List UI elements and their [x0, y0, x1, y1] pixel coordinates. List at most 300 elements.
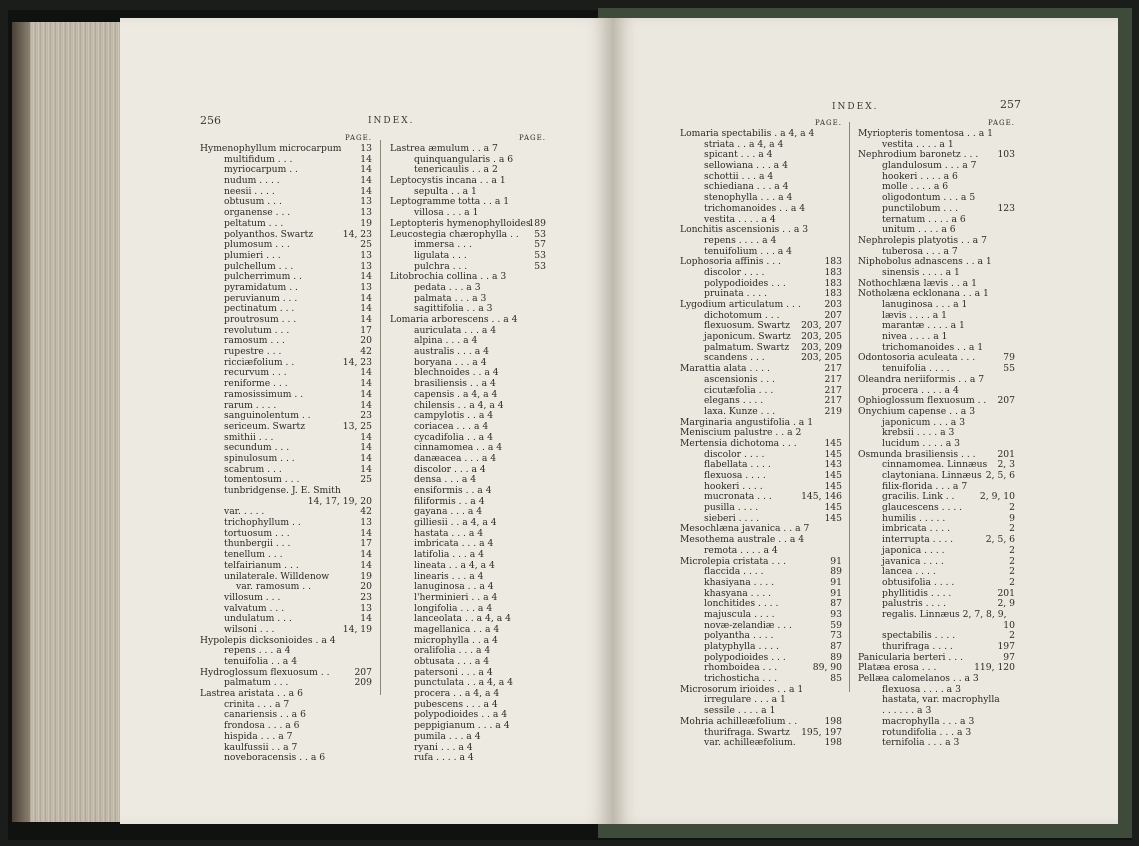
entry-page-ref: 20	[360, 581, 372, 593]
entry-term: microphylla . . a 4	[414, 634, 498, 646]
index-entry	[680, 236, 842, 247]
index-entry	[390, 732, 546, 743]
entry-term: pectinatum . . .	[224, 303, 295, 315]
entry-term: var. achilleæfolium.	[704, 737, 796, 749]
entry-page-ref: 14	[360, 388, 372, 400]
entry-term: remota . . . . a 4	[704, 544, 778, 556]
entry-term: hookeri . . . .	[704, 480, 763, 492]
index-entry	[390, 251, 546, 262]
entry-term: rupestre . . .	[224, 346, 282, 358]
entry-page-ref: 53	[534, 260, 546, 272]
entry-term: tenuifolia . . a 4	[224, 656, 298, 667]
entry-term: nivea . . . . a 1	[882, 331, 948, 343]
entry-page-ref: 14	[360, 292, 372, 304]
entry-term: thurifraga. Swartz	[704, 726, 790, 738]
entry-page-ref: 145	[824, 480, 842, 492]
entry-page-ref: 13	[360, 517, 372, 529]
entry-term: palmatum. Swartz	[704, 341, 790, 353]
entry-term: ramosissimum . .	[224, 388, 304, 400]
entry-term: myriocarpum . .	[224, 164, 298, 176]
entry-page-ref: 2	[1009, 576, 1015, 588]
entry-term: humilis . . . . .	[882, 512, 946, 524]
entry-page-ref: 203, 205	[801, 352, 842, 364]
entry-term: japonicum. Swartz	[704, 331, 791, 343]
entry-term: linearis . . . a 4	[414, 570, 484, 582]
entry-page-ref: 14	[360, 613, 372, 625]
entry-page-ref: 14	[360, 175, 372, 187]
entry-term: Platæa erosa . . .	[858, 662, 937, 674]
index-entry	[200, 422, 372, 433]
entry-term: peltatum . . .	[224, 217, 284, 229]
entry-term: Onychium capense . . a 3	[858, 405, 976, 417]
entry-page-ref: 42	[360, 346, 372, 358]
page-column-label: PAGE.	[344, 134, 372, 142]
index-entry	[680, 204, 842, 215]
index-column	[200, 134, 372, 764]
entry-term: lævis . . . . a 1	[882, 309, 947, 321]
entry-page-ref: 203, 209	[801, 341, 842, 353]
entry-term: var. . . . .	[224, 506, 265, 518]
left-page-number: 256	[200, 114, 221, 127]
entry-term: tunbridgense. J. E. Smith	[224, 485, 341, 496]
entry-page-ref: 209	[354, 677, 372, 689]
entry-term: filiformis . . a 4	[414, 495, 485, 507]
entry-page-ref: 145	[824, 448, 842, 460]
entry-term: unitum . . . . a 6	[882, 224, 956, 236]
entry-term: imbricata . . . a 4	[414, 538, 494, 550]
entry-term: telfairianum . . .	[224, 559, 299, 571]
entry-page-ref: 14	[360, 367, 372, 379]
entry-page-ref: 13	[360, 260, 372, 272]
entry-page-ref: 197	[997, 641, 1015, 652]
entry-term: Leptogramme totta . . a 1	[390, 196, 510, 208]
entry-term: claytoniana. Linnæus	[882, 470, 982, 481]
index-entry	[858, 546, 1015, 557]
entry-term: tenuifolium . . . a 4	[704, 245, 793, 257]
entry-term: villosum . . .	[224, 591, 281, 603]
entry-page-ref: 145	[824, 502, 842, 514]
entry-page-ref: 10	[1003, 619, 1015, 631]
entry-page-ref: 13	[360, 281, 372, 293]
entry-term: vestita . . . . a 1	[882, 138, 954, 150]
entry-term: Mertensia dichotoma . . .	[680, 437, 797, 449]
entry-page-ref: 14	[360, 442, 372, 454]
entry-term: ryani . . . a 4	[414, 741, 473, 753]
entry-term: revolutum . . .	[224, 324, 290, 336]
entry-term: sanguinolentum . .	[224, 410, 311, 422]
entry-term: rarum . . . .	[224, 399, 277, 411]
column-rule-left	[380, 140, 381, 695]
entry-term: Marattia alata . . . .	[680, 363, 770, 375]
entry-term: capensis . a 4, a 4	[414, 388, 498, 400]
entry-term: dichotomum . . .	[704, 309, 780, 321]
entry-page-ref: 14	[360, 303, 372, 315]
index-entry	[200, 561, 372, 572]
entry-term: gracilis. Link . .	[882, 491, 955, 503]
entry-term: lanceolata . . a 4, a 4	[414, 613, 511, 625]
entry-term: kaulfussii . . a 7	[224, 741, 298, 753]
index-entry	[680, 546, 842, 557]
entry-page-ref: 217	[824, 384, 842, 396]
entry-page-ref: 59	[830, 619, 842, 631]
entry-term: obtusifolia . . . .	[882, 576, 955, 588]
index-entry	[680, 578, 842, 589]
entry-term: campylotis . . a 4	[414, 410, 494, 422]
book-page-edges	[12, 22, 122, 822]
entry-term: ascensionis . . .	[704, 373, 775, 385]
page-column-label: PAGE.	[987, 119, 1015, 127]
entry-page-ref: 2, 5, 6	[985, 470, 1015, 481]
index-entry	[390, 753, 546, 764]
entry-page-ref: 2	[1009, 630, 1015, 642]
entry-page-ref: 9	[1009, 512, 1015, 524]
entry-term: Litobrochia collina . . a 3	[390, 271, 507, 283]
index-entry	[200, 732, 372, 743]
entry-page-ref: 57	[534, 239, 546, 251]
entry-page-ref: 87	[830, 598, 842, 610]
entry-page-ref: 183	[824, 288, 842, 300]
entry-term: obtusum . . .	[224, 196, 282, 208]
entry-term: Marginaria angustifolia . a 1	[680, 416, 814, 428]
index-entry	[200, 251, 372, 262]
entry-term: discolor . . . a 4	[414, 463, 486, 475]
entry-term: cicutæfolia . . .	[704, 384, 774, 396]
entry-term: Lophosoria affinis . . .	[680, 256, 781, 268]
entry-page-ref: 145, 146	[801, 491, 842, 503]
index-entry	[390, 422, 546, 433]
entry-term: Lygodium articulatum . . .	[680, 299, 801, 310]
entry-term: ligulata . . .	[414, 249, 467, 261]
right-page-number: 257	[1000, 98, 1021, 111]
entry-term: ricciæfolium . .	[224, 356, 295, 368]
entry-term: tenellum . . .	[224, 549, 283, 561]
entry-term: punctulata . . a 4, a 4	[414, 677, 513, 689]
entry-term: coriacea . . . a 4	[414, 420, 489, 432]
entry-term: trichomanoides . . a 4	[704, 202, 806, 214]
entry-page-ref: 217	[824, 373, 842, 385]
entry-page-ref: 183	[824, 266, 842, 278]
entry-page-ref: 14	[360, 164, 372, 176]
entry-term: trichomanoides . . a 1	[882, 341, 984, 353]
entry-term: Nothochlæna lævis . . a 1	[858, 277, 977, 289]
entry-term: sinensis . . . . a 1	[882, 266, 960, 278]
entry-term: boryana . . . a 4	[414, 356, 487, 368]
entry-term: hispida . . . a 7	[224, 730, 293, 742]
entry-page-ref: 203	[824, 299, 842, 310]
index-entry	[680, 717, 842, 728]
entry-term: interrupta . . . .	[882, 534, 954, 546]
entry-term: spicant . . . a 4	[704, 149, 773, 161]
entry-term: hastata, var. macrophylla	[882, 694, 1000, 706]
entry-term: novæ-zelandiæ . . .	[704, 619, 792, 631]
entry-term: peppigianum . . . a 4	[414, 720, 510, 732]
entry-term: var. ramosum . .	[236, 581, 312, 593]
entry-term: tenericaulis . . a 2	[414, 164, 498, 176]
entry-term: ramosum . . .	[224, 335, 285, 347]
entry-page-ref: 14, 19	[342, 623, 372, 635]
entry-page-ref: 97	[1003, 651, 1015, 663]
entry-term: spinulosum . . .	[224, 452, 295, 464]
entry-term: sessile . . . . a 1	[704, 705, 776, 717]
entry-page-ref: 79	[1003, 352, 1015, 364]
entry-page-ref: 55	[1003, 363, 1015, 375]
entry-term: Hypolepis dicksonioides . a 4	[200, 634, 336, 646]
index-entry	[680, 407, 842, 418]
entry-page-ref: 14	[360, 463, 372, 475]
entry-term: flexuosum. Swartz	[704, 320, 790, 332]
column-rule-right	[849, 122, 850, 692]
entry-term: discolor . . . .	[704, 266, 765, 278]
entry-term: Notholæna ecklonana . . a 1	[858, 288, 989, 300]
entry-term: Lastrea æmulum . . a 7	[390, 143, 498, 154]
entry-term: lucidum . . . . a 3	[882, 437, 960, 449]
entry-term: rhomboidea . . .	[704, 662, 778, 674]
entry-term: wilsoni . . .	[224, 623, 275, 635]
entry-page-ref: 207	[824, 309, 842, 321]
entry-term: brasiliensis . . a 4	[414, 378, 496, 390]
entry-term: plumosum . . .	[224, 239, 290, 251]
entry-page-ref: 14	[360, 378, 372, 390]
entry-page-ref: 23	[360, 410, 372, 422]
entry-term: organense . . .	[224, 207, 291, 219]
entry-term: sagittifolia . . a 3	[414, 303, 493, 315]
entry-page-ref: 91	[830, 587, 842, 599]
entry-term: obtusata . . . a 4	[414, 656, 490, 667]
entry-page-ref: 2	[1009, 502, 1015, 514]
entry-term: pruinata . . . .	[704, 288, 768, 300]
entry-term: Nephrodium baronetz . . .	[858, 149, 979, 161]
entry-term: krebsii . . . . a 3	[882, 427, 955, 439]
entry-term: plumieri . . .	[224, 249, 281, 261]
entry-term: magellanica . . a 4	[414, 623, 500, 635]
entry-page-ref: 2, 3	[997, 459, 1015, 471]
entry-term: unilaterale. Willdenow	[224, 570, 330, 582]
entry-term: sericeum. Swartz	[224, 420, 306, 432]
entry-page-ref: 2, 9, 10	[979, 491, 1015, 503]
entry-term: javanica . . . .	[882, 555, 944, 567]
index-entry	[390, 593, 546, 604]
entry-term: immersa . . .	[414, 239, 472, 251]
entry-term: cycadifolia . . a 4	[414, 431, 493, 443]
entry-page-ref: 195, 197	[801, 726, 842, 738]
entry-term: Microlepia cristata . . .	[680, 555, 787, 567]
entry-term: Mesothema australe . . a 4	[680, 534, 805, 546]
entry-page-ref: 183	[824, 256, 842, 268]
entry-page-ref: 201	[997, 587, 1015, 599]
entry-page-ref: 53	[534, 249, 546, 261]
entry-page-ref: 217	[824, 363, 842, 375]
entry-page-ref: 93	[830, 608, 842, 620]
entry-term: hookeri . . . . a 6	[882, 170, 958, 182]
entry-page-ref: 217	[824, 395, 842, 407]
entry-term: phyllitidis . . . .	[882, 587, 952, 599]
entry-page-ref: 207	[997, 395, 1015, 407]
entry-term: lineata . . a 4, a 4	[414, 559, 495, 571]
entry-term: imbricata . . . .	[882, 523, 951, 535]
entry-term: l'herminieri . . a 4	[414, 591, 498, 603]
entry-term: tortuosum . . .	[224, 527, 290, 539]
entry-page-ref: 207	[354, 666, 372, 678]
entry-term: flaccida . . . .	[704, 566, 764, 578]
entry-page-ref: 14	[360, 314, 372, 325]
entry-term: pulchra . . .	[414, 260, 468, 272]
entry-page-ref: 91	[830, 555, 842, 567]
entry-term: pulchellum . . .	[224, 260, 294, 272]
entry-term: Microsorum irioides . . a 1	[680, 683, 804, 695]
entry-page-ref: 14	[360, 559, 372, 571]
entry-term: rotundifolia . . . a 3	[882, 726, 972, 738]
entry-term: Lonchitis ascensionis . . a 3	[680, 224, 809, 236]
entry-page-ref: 145	[824, 437, 842, 449]
index-entry	[858, 407, 1015, 418]
entry-term: lanuginosa . . a 4	[414, 581, 494, 593]
entry-term: repens . . . a 4	[224, 645, 291, 657]
right-page-header: INDEX.	[832, 102, 879, 112]
entry-term: peruvianum . . .	[224, 292, 298, 304]
left-page-header: INDEX.	[368, 116, 415, 126]
entry-term: regalis. Linnæus 2, 7, 8, 9,	[882, 608, 1007, 620]
entry-term: Lomaria spectabilis . a 4, a 4	[680, 128, 815, 139]
entry-page-ref: 189	[528, 217, 546, 229]
entry-term: filix-florida . . . a 7	[882, 480, 968, 492]
entry-term: tuberosa . . . a 7	[882, 245, 958, 257]
entry-page-ref: 91	[830, 576, 842, 588]
entry-term: tenuifolia . . . .	[882, 363, 950, 375]
entry-term: blechnoides . . a 4	[414, 367, 499, 379]
entry-term: pulcherrimum . .	[224, 271, 302, 283]
entry-page-ref: 145	[824, 512, 842, 524]
entry-term: pubescens . . . a 4	[414, 698, 498, 710]
entry-term: khasiyana . . . .	[704, 576, 775, 588]
entry-term: Panicularia berteri . . .	[858, 651, 964, 663]
entry-page-ref: 203, 205	[801, 331, 842, 343]
entry-term: pusilla . . . .	[704, 502, 759, 514]
entry-term: thurifraga . . . .	[882, 641, 953, 652]
entry-term: japonicum . . . a 3	[882, 416, 966, 428]
entry-page-ref: 13	[360, 196, 372, 208]
entry-page-ref: 14, 23	[342, 228, 372, 240]
entry-page-ref: 89, 90	[812, 662, 842, 674]
entry-term: alpina . . . a 4	[414, 335, 478, 347]
entry-page-ref: 198	[824, 737, 842, 749]
entry-term: nudum . . . .	[224, 175, 280, 187]
entry-page-ref: 14	[360, 549, 372, 561]
entry-term: polyantha . . . .	[704, 630, 774, 642]
index-column	[390, 134, 546, 764]
entry-page-ref: 14	[360, 153, 372, 165]
entry-term: Pellæa calomelanos . . a 3	[858, 673, 979, 685]
entry-term: lancea . . . .	[882, 566, 936, 578]
entry-term: longifolia . . . a 4	[414, 602, 493, 614]
entry-page-ref: 23	[360, 591, 372, 603]
entry-page-ref: 13	[360, 249, 372, 261]
entry-page-ref: 14	[360, 399, 372, 411]
entry-term: danæacea . . . a 4	[414, 452, 497, 464]
entry-term: Leptocystis incana . . a 1	[390, 175, 506, 187]
entry-term: polypodioides . . .	[704, 651, 786, 663]
entry-term: recurvum . . .	[224, 367, 287, 379]
entry-page-ref: 25	[360, 474, 372, 486]
entry-term: cinnamomea. Linnæus	[882, 459, 988, 471]
entry-term: trichophyllum . .	[224, 517, 301, 529]
entry-term: valvatum . . .	[224, 602, 285, 614]
entry-term: ensiformis . . a 4	[414, 485, 492, 496]
entry-page-ref: 14, 23	[342, 356, 372, 368]
entry-term: schiediana . . . a 4	[704, 181, 789, 193]
entry-page-ref: 14, 17, 19, 20	[307, 495, 372, 507]
entry-term: Meniscium palustre . . a 2	[680, 427, 802, 439]
index-entry	[200, 219, 372, 230]
entry-term: sellowiana . . . a 4	[704, 160, 788, 172]
entry-page-ref: 183	[824, 277, 842, 289]
entry-term: crinita . . . a 7	[224, 698, 290, 710]
entry-term: oligodontum . . . a 5	[882, 192, 976, 204]
entry-term: flabellata . . . .	[704, 459, 771, 471]
entry-term: marantæ . . . . a 1	[882, 320, 965, 332]
entry-term: multifidum . . .	[224, 153, 293, 165]
entry-page-ref: 87	[830, 641, 842, 652]
entry-page-ref: 198	[824, 715, 842, 727]
entry-term: discolor . . . .	[704, 448, 765, 460]
entry-term: Osmunda brasiliensis . . .	[858, 448, 976, 460]
entry-page-ref: 13	[360, 143, 372, 154]
entry-term: palmatum . . .	[224, 677, 289, 689]
entry-page-ref: 123	[997, 202, 1015, 214]
index-entry	[858, 375, 1015, 386]
entry-term: palmata . . . a 3	[414, 292, 487, 304]
entry-term: stenophylla . . . a 4	[704, 192, 793, 204]
entry-term: cinnamomea . . a 4	[414, 442, 503, 454]
entry-page-ref: 17	[360, 324, 372, 336]
index-entry	[200, 593, 372, 604]
index-column	[858, 119, 1015, 749]
index-column	[680, 119, 842, 749]
page-column-label: PAGE.	[814, 119, 842, 127]
entry-term: oralifolia . . . a 4	[414, 645, 491, 657]
entry-term: pumila . . . a 4	[414, 730, 481, 742]
entry-page-ref: 119, 120	[974, 662, 1015, 674]
entry-page-ref: 14	[360, 431, 372, 443]
entry-term: flexuosa . . . .	[704, 470, 766, 481]
entry-page-ref: 19	[360, 570, 372, 582]
entry-term: sieberi . . . .	[704, 512, 760, 524]
entry-term: striata . . a 4, a 4	[704, 138, 784, 150]
entry-term: trichosticha . . .	[704, 673, 778, 685]
entry-term: auriculata . . . a 4	[414, 324, 497, 336]
entry-page-ref: 20	[360, 335, 372, 347]
entry-term: Niphobolus adnascens . . a 1	[858, 256, 992, 268]
entry-term: neesii . . . .	[224, 185, 275, 197]
index-entry	[858, 717, 1015, 728]
entry-term: mucronata . . .	[704, 491, 772, 503]
entry-page-ref: 2, 5, 6	[985, 534, 1015, 546]
entry-term: . . . . . . a 3	[882, 705, 932, 717]
entry-page-ref: 143	[824, 459, 842, 471]
entry-term: polyanthos. Swartz	[224, 228, 314, 240]
entry-page-ref: 14	[360, 185, 372, 197]
entry-page-ref: 42	[360, 506, 372, 518]
entry-term: repens . . . . a 4	[704, 234, 777, 246]
index-entry	[680, 375, 842, 386]
entry-page-ref: 201	[997, 448, 1015, 460]
index-entry	[858, 578, 1015, 589]
index-entry	[200, 753, 372, 764]
entry-page-ref: 103	[997, 149, 1015, 161]
index-entry	[390, 561, 546, 572]
entry-page-ref: 14	[360, 271, 372, 283]
entry-term: undulatum . . .	[224, 613, 292, 625]
entry-page-ref: 145	[824, 470, 842, 481]
